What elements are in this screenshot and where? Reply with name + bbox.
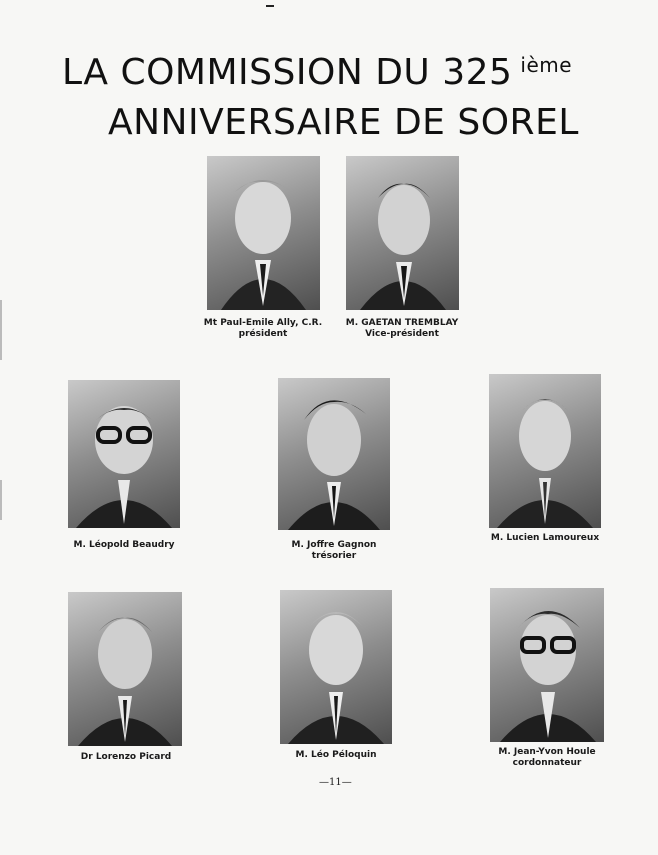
member-name: Mt Paul-Emile Ally, C.R. — [203, 318, 323, 328]
portrait-photo-lamoureux — [489, 374, 601, 528]
caption-lamoureux — [445, 533, 645, 544]
member-role: président — [238, 329, 288, 339]
portrait-photo-gagnon — [278, 378, 390, 530]
caption-tremblay — [302, 318, 502, 340]
page-top-mark — [266, 5, 274, 7]
caption-peloquin — [236, 750, 436, 761]
page-title-line-1 — [62, 52, 572, 93]
portrait-photo-peloquin — [280, 590, 392, 744]
page-edge-mark — [0, 300, 2, 360]
member-name: Dr Lorenzo Picard — [80, 752, 172, 762]
portrait-photo-ally — [207, 156, 320, 310]
member-role: trésorier — [311, 551, 357, 561]
page-edge-mark — [0, 480, 2, 520]
member-name: M. GAETAN TREMBLAY — [345, 318, 459, 328]
portrait-photo-houle — [490, 588, 604, 742]
caption-picard — [26, 752, 226, 763]
member-role: cordonnateur — [512, 758, 582, 768]
member-role: Vice-président — [365, 329, 439, 339]
portrait-photo-beaudry — [68, 380, 180, 528]
portrait-photo-tremblay — [346, 156, 459, 310]
caption-gagnon — [234, 540, 434, 562]
caption-houle — [447, 747, 647, 769]
member-name: M. Joffre Gagnon — [291, 540, 377, 550]
page-title-line-2: ANNIVERSAIRE DE SOREL — [108, 102, 579, 143]
member-name: M. Lucien Lamoureux — [490, 533, 600, 543]
member-name: M. Jean-Yvon Houle — [498, 747, 596, 757]
caption-beaudry — [24, 540, 224, 551]
member-name: M. Léopold Beaudry — [73, 540, 175, 550]
title-suffix: ième — [520, 53, 573, 77]
portrait-photo-picard — [68, 592, 182, 746]
title-main-text: LA COMMISSION DU 325 — [62, 52, 513, 93]
member-name: M. Léo Péloquin — [295, 750, 377, 760]
page-number: —11— — [319, 777, 352, 788]
